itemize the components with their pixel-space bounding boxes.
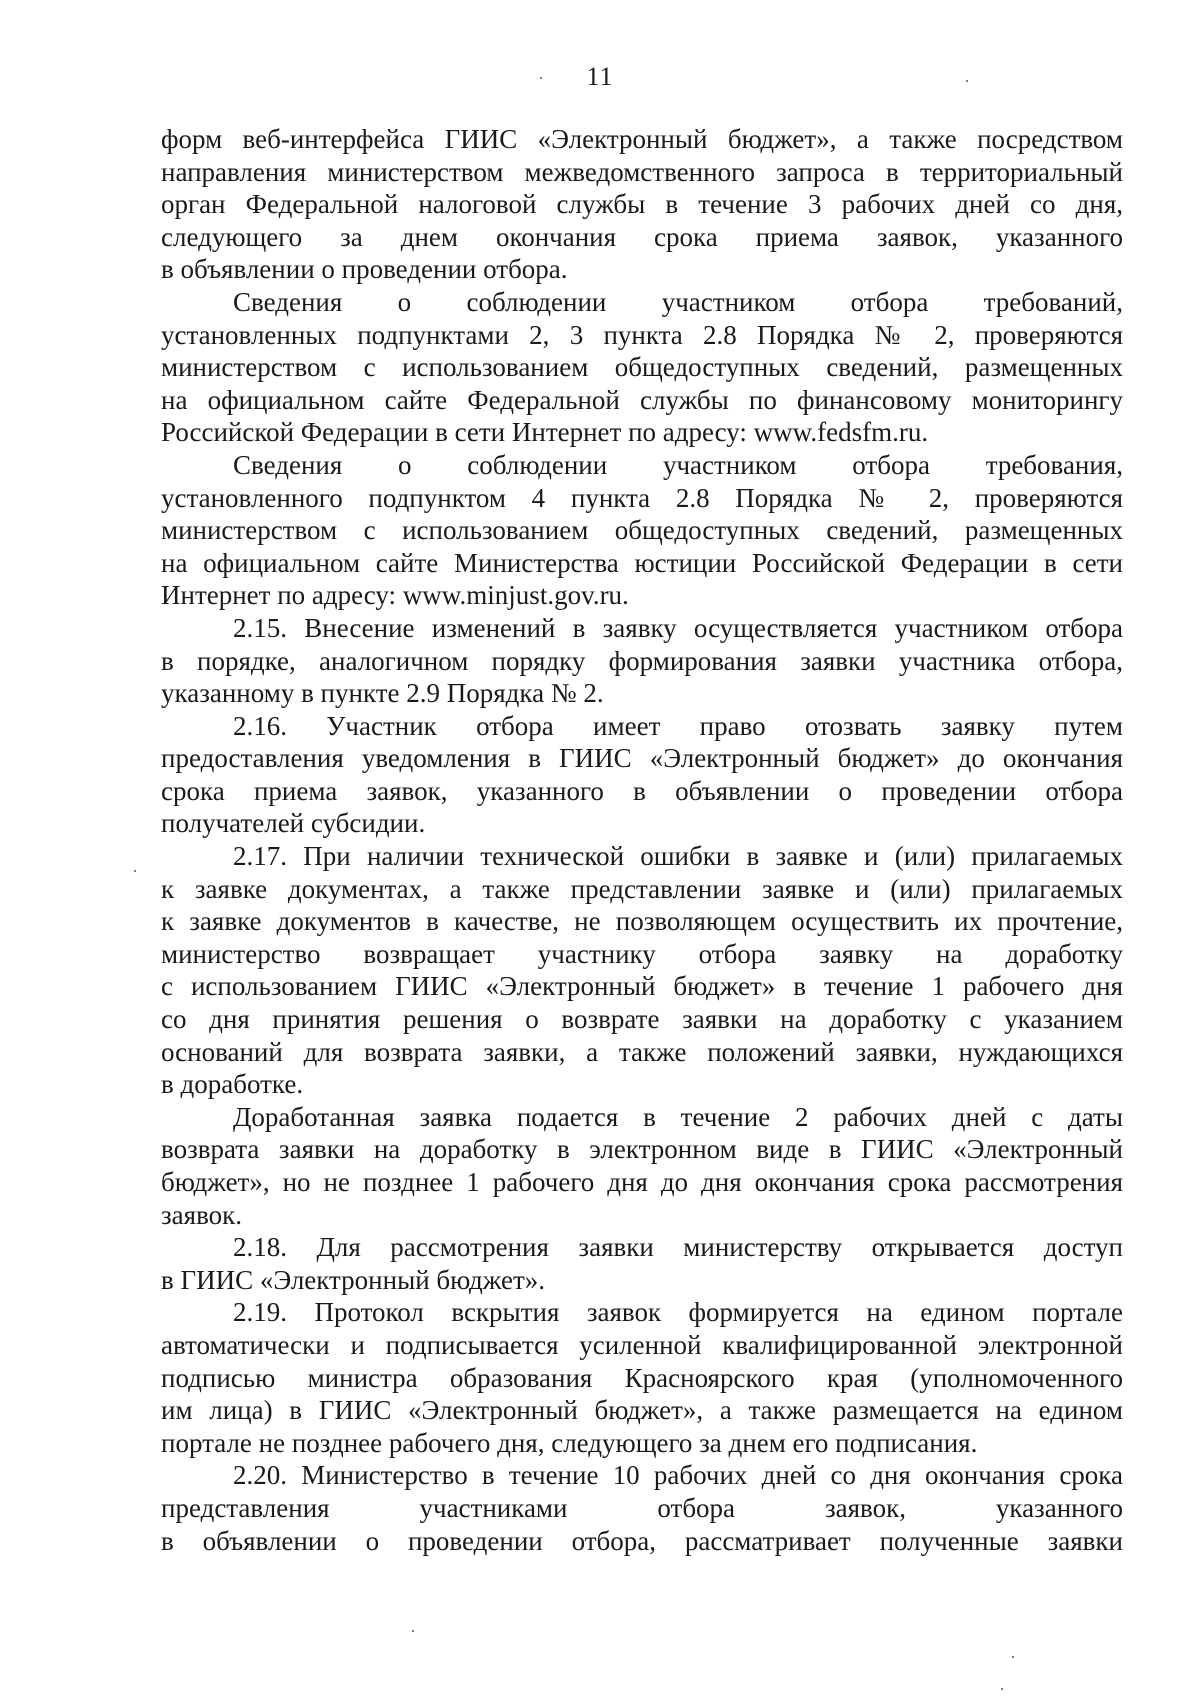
paragraph-p9 (161, 1296, 1123, 1459)
text-line: министерством с использованием общедоступных сведений, размещенных (161, 515, 1123, 546)
text-line: в объявлении о проведении отбора. (161, 254, 568, 285)
text-line: орган Федеральной налоговой службы в течение 3 рабочих дней со дня, (161, 189, 1123, 220)
text-line: 2.19. Протокол вскрытия заявок формируется на едином портале (233, 1297, 1123, 1328)
scan-speck (134, 870, 136, 872)
paragraph-p10 (161, 1459, 1123, 1557)
scan-speck (540, 77, 542, 79)
text-line: срока приема заявок, указанного в объявлении о проведении отбора (161, 775, 1123, 806)
paragraph-p5 (161, 710, 1123, 840)
text-line: бюджет», но не позднее 1 рабочего дня до дня окончания срока рассмотрения (161, 1167, 1123, 1197)
text-line: в доработке. (161, 1069, 304, 1100)
paragraph-p4 (161, 612, 1123, 710)
text-line: на официальном сайте Министерства юстиции Российской Федерации в сети (161, 547, 1123, 578)
text-line: автоматически и подписывается усиленной квалифицированной электронной (161, 1329, 1123, 1360)
text-line: оснований для возврата заявки, а также положений заявки, нуждающихся (161, 1036, 1123, 1067)
text-line: министерство возвращает участнику отбора заявку на доработку (161, 938, 1123, 969)
text-line: 2.15. Внесение изменений в заявку осуществляется участником отбора (233, 612, 1123, 643)
paragraph-p2 (161, 286, 1123, 449)
text-line: 2.18. Для рассмотрения заявки министерству открывается доступ (233, 1232, 1123, 1263)
text-line: министерством с использованием общедоступных сведений, размещенных (161, 352, 1123, 383)
text-line: Интернет по адресу: www.minjust.gov.ru. (161, 580, 629, 611)
document-body (161, 123, 1123, 1557)
text-line: Сведения о соблюдении участником отбора требования, (233, 449, 1123, 480)
text-line: портале не позднее рабочего дня, следующего за днем его подписания. (161, 1427, 978, 1458)
text-line: указанному в пункте 2.9 Порядка № 2. (161, 678, 604, 709)
paragraph-p8 (161, 1231, 1123, 1296)
text-line: 2.17. При наличии технической ошибки в заявке и (или) прилагаемых (233, 841, 1123, 872)
text-line: направления министерством межведомственного запроса в территориальный (161, 156, 1123, 187)
text-line: в порядке, аналогичном порядку формирования заявки участника отбора, (161, 645, 1123, 676)
text-line: предоставления уведомления в ГИИС «Электронный бюджет» до окончания (161, 743, 1123, 774)
scan-speck (1001, 1688, 1003, 1690)
text-line: со дня принятия решения о возврате заявки на доработку с указанием (161, 1004, 1123, 1035)
text-line: Российской Федерации в сети Интернет по адресу: www.fedsfm.ru. (161, 417, 929, 448)
paragraph-p1 (161, 123, 1123, 286)
text-line: к заявке документах, а также представлении заявке и (или) прилагаемых (161, 873, 1123, 904)
text-line: форм веб-интерфейса ГИИС «Электронный бюджет», а также посредством (161, 124, 1123, 154)
scan-speck (966, 80, 968, 82)
text-line: представления участниками отбора заявок, указанного (161, 1492, 1123, 1523)
page-number: 11 (586, 62, 614, 91)
text-line: в объявлении о проведении отбора, рассматривает полученные заявки (161, 1525, 1123, 1556)
text-line: Доработанная заявка подается в течение 2 рабочих дней с даты (233, 1101, 1123, 1132)
text-line: установленного подпунктом 4 пункта 2.8 Порядка № 2, проверяются (161, 482, 1123, 513)
paragraph-p3 (161, 449, 1123, 612)
text-line: к заявке документов в качестве, не позволяющем осуществить их прочтение, (161, 906, 1123, 937)
text-line: на официальном сайте Федеральной службы по финансовому мониторингу (161, 384, 1123, 415)
text-line: 2.16. Участник отбора имеет право отозвать заявку путем (233, 710, 1123, 741)
text-line: подписью министра образования Красноярского края (уполномоченного (161, 1362, 1123, 1393)
text-line: заявок. (161, 1199, 242, 1230)
text-line: возврата заявки на доработку в электронном виде в ГИИС «Электронный (161, 1134, 1123, 1165)
text-line: 2.20. Министерство в течение 10 рабочих дней со дня окончания срока (233, 1460, 1123, 1491)
text-line: получателей субсидии. (161, 808, 426, 839)
text-line: в ГИИС «Электронный бюджет». (161, 1264, 546, 1295)
text-line: с использованием ГИИС «Электронный бюджет» в течение 1 рабочего дня (161, 971, 1123, 1002)
text-line: Сведения о соблюдении участником отбора требований, (233, 286, 1123, 317)
text-line: установленных подпунктами 2, 3 пункта 2.8 Порядка № 2, проверяются (161, 319, 1123, 350)
text-line: следующего за днем окончания срока приема заявок, указанного (161, 221, 1123, 252)
scan-speck (1012, 1656, 1014, 1658)
scan-speck (412, 1630, 414, 1632)
paragraph-p7 (161, 1101, 1123, 1231)
paragraph-p6 (161, 840, 1123, 1101)
text-line: им лица) в ГИИС «Электронный бюджет», а также размещается на едином (161, 1395, 1123, 1426)
